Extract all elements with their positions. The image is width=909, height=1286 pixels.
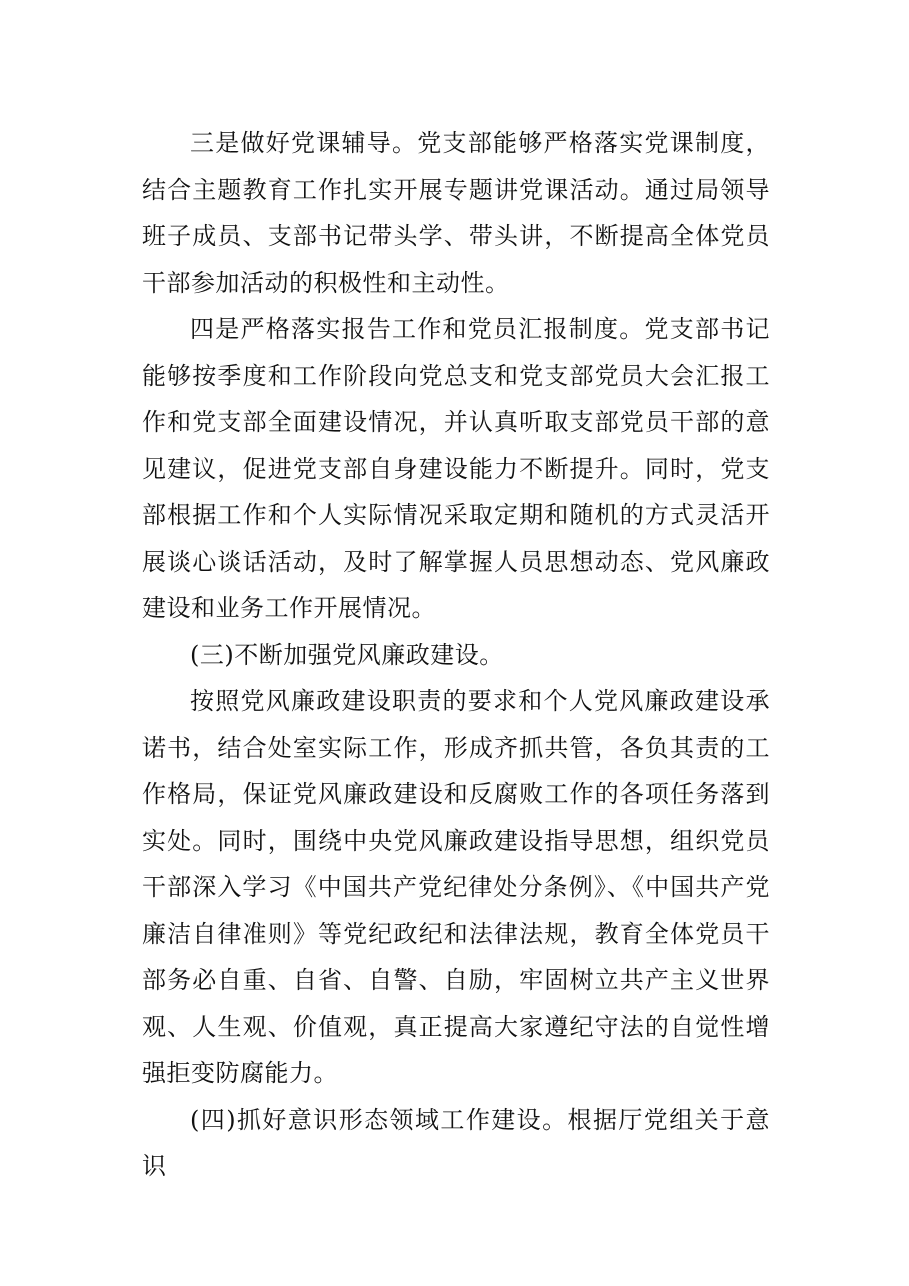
document-body	[142, 120, 770, 1190]
paragraph-reporting-system: 四是严格落实报告工作和党员汇报制度。党支部书记能够按季度和工作阶段向党总支和党支部党员大会汇报工作和党支部全面建设情况，并认真听取支部党员干部的意见建议，促进党支部自身建设能力不断提升。同时，党支部根据工作和个人实际情况采取定期和随机的方式灵活开展谈心谈话活动，及时了解掌握人员思想动态、党风廉政建设和业务工作开展情况。	[142, 315, 770, 622]
section-heading-ideology: (四)抓好意识形态领域工作建设。根据厅党组关于意识	[142, 1105, 770, 1180]
paragraph-party-lecture: 三是做好党课辅导。党支部能够严格落实党课制度，结合主题教育工作扎实开展专题讲党课活动。通过局领导班子成员、支部书记带头学、带头讲，不断提高全体党员干部参加活动的积极性和主动性。	[142, 129, 770, 297]
section-heading-integrity: (三)不断加强党风廉政建设。	[190, 640, 504, 669]
paragraph-integrity-building: 按照党风廉政建设职责的要求和个人党风廉政建设承诺书，结合处室实际工作，形成齐抓共管，各负其责的工作格局，保证党风廉政建设和反腐败工作的各项任务落到实处。同时，围绕中央党风廉政建设指导思想，组织党员干部深入学习《中国共产党纪律处分条例》、《中国共产党廉洁自律准则》等党纪政纪和法律法规，教育全体党员干部务必自重、自省、自警、自励，牢固树立共产主义世界观、人生观、价值观，真正提高大家遵纪守法的自觉性增强拒变防腐能力。	[142, 687, 770, 1087]
